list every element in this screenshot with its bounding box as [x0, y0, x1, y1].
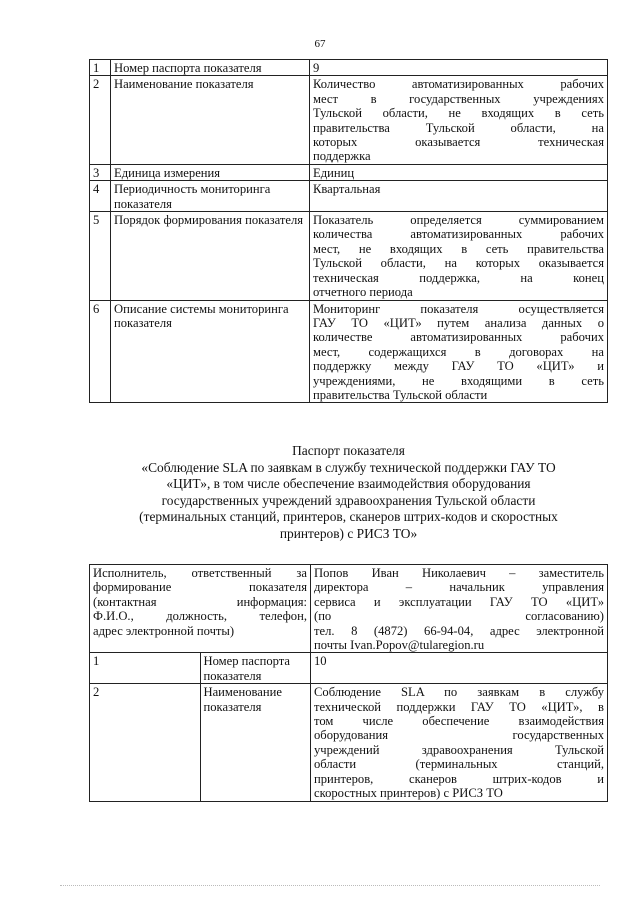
row-number: 2	[90, 684, 201, 801]
text-line: сервиса и эксплуатации ГАУ ТО «ЦИТ»	[314, 594, 604, 609]
text-line: директора – начальник управления	[314, 580, 604, 595]
row-label: Наименование показателя	[200, 684, 311, 801]
table-row	[90, 76, 608, 164]
text-line: скоростных принтеров) с РИСЗ ТО	[314, 786, 503, 801]
text-line: Тульской области, не входящих в сеть	[313, 106, 604, 121]
row-number: 1	[90, 653, 201, 684]
text-line: том числе обеспечение взаимодействия	[314, 714, 604, 729]
text-line: 9	[313, 61, 320, 75]
text-line: которых оказывается техническая	[313, 135, 604, 150]
text-line: ГАУ ТО «ЦИТ» путем анализа данных о	[313, 315, 604, 330]
text-line: принтеров, сканеров штрих-кодов и	[314, 771, 604, 786]
text-line: поддержку между ГАУ ТО «ЦИТ» и	[313, 359, 604, 374]
page-bottom-edge	[60, 885, 600, 887]
row-number: 2	[90, 76, 111, 164]
text-line: Единиц	[313, 165, 355, 180]
text-line: Попов Иван Николаевич – заместитель	[314, 566, 604, 580]
text-line: области (терминальных станций,	[314, 757, 604, 772]
text-line: адрес электронной почты)	[93, 623, 235, 638]
row-number: 5	[90, 212, 111, 300]
text-line: поддержка	[313, 149, 371, 164]
row-value	[310, 212, 608, 300]
text-line: Мониторинг показателя осуществляется	[313, 301, 604, 316]
row-number: 4	[90, 181, 111, 212]
row-value	[311, 653, 608, 684]
section-title-line: «Соблюдение SLA по заявкам в службу технической поддержки ГАУ ТО	[141, 459, 556, 475]
page-number: 67	[314, 38, 326, 50]
text-line: мест, содержащихся в договорах на	[313, 344, 604, 359]
table-row	[90, 60, 608, 76]
text-line: мест в государственных учреждениях	[313, 91, 604, 106]
section-title-line: государственных учреждений здравоохранения Тульской области	[161, 492, 536, 508]
text-line: (контактная информация:	[93, 594, 307, 609]
table-row	[90, 300, 608, 403]
row-number: 1	[90, 60, 111, 76]
executor-value	[311, 565, 608, 653]
row-label: Номер паспорта показателя	[200, 653, 311, 684]
text-line: оборудования государственных	[314, 728, 604, 743]
text-line: мест, не входящих в сеть правительства	[313, 241, 604, 256]
section-title	[89, 443, 608, 543]
text-line: Ф.И.О., должность, телефон,	[93, 609, 307, 624]
text-line: Исполнитель, ответственный за	[93, 566, 307, 580]
table-row	[90, 684, 608, 801]
text-line: правительства Тульской области, на	[313, 120, 604, 135]
table-row	[90, 181, 608, 212]
text-line: Показатель определяется суммированием	[313, 213, 604, 228]
section-title-line: Паспорт показателя	[292, 443, 405, 458]
text-line: Количество автоматизированных рабочих	[313, 77, 604, 92]
text-line: почты Ivan.Popov@tularegion.ru	[314, 638, 485, 653]
table-row	[90, 653, 608, 684]
section-title-line: «ЦИТ», в том числе обеспечение взаимодействия оборудования	[166, 476, 531, 492]
row-label: Описание системы мониторинга показателя	[111, 300, 310, 403]
text-line: технической поддержки ГАУ ТО «ЦИТ», в	[314, 699, 604, 714]
text-line: отчетного периода	[313, 285, 413, 300]
text-line: Соблюдение SLA по заявкам в службу	[314, 685, 604, 700]
row-value	[311, 684, 608, 801]
row-label: Порядок формирования показателя	[111, 212, 310, 300]
row-label: Единица измерения	[111, 164, 310, 180]
text-line: правительства Тульской области	[313, 387, 488, 402]
row-value	[310, 76, 608, 164]
text-line: учреждениями, не входящими в сеть	[313, 373, 604, 388]
executor-row	[90, 565, 608, 653]
indicator-passport-table-10	[89, 564, 608, 802]
row-value	[310, 300, 608, 403]
table-row	[90, 164, 608, 180]
indicator-passport-table-9	[89, 59, 608, 403]
text-line: (по согласованию)	[314, 609, 604, 624]
row-label: Наименование показателя	[111, 76, 310, 164]
row-label: Периодичность мониторинга показателя	[111, 181, 310, 212]
row-label: Номер паспорта показателя	[111, 60, 310, 76]
row-number: 3	[90, 164, 111, 180]
section-title-line: (терминальных станций, принтеров, сканеров штрих-кодов и скоростных	[139, 509, 558, 525]
text-line: учреждений здравоохранения Тульской	[314, 742, 604, 757]
text-line: Квартальная	[313, 182, 381, 197]
text-line: тел. 8 (4872) 66-94-04, адрес электронной	[314, 623, 604, 638]
section-title-line: принтеров) с РИСЗ ТО»	[279, 525, 418, 541]
text-line: количестве автоматизированных рабочих	[313, 330, 604, 345]
text-line: 10	[314, 654, 327, 669]
row-value	[310, 164, 608, 180]
text-line: техническая поддержка, на конец	[313, 270, 604, 285]
executor-label	[90, 565, 311, 653]
text-line: Тульской области, на которых оказывается	[313, 256, 604, 271]
row-number: 6	[90, 300, 111, 403]
row-value	[310, 181, 608, 212]
table-row	[90, 212, 608, 300]
row-value	[310, 60, 608, 76]
text-line: формирование показателя	[93, 580, 307, 595]
text-line: количества автоматизированных рабочих	[313, 227, 604, 242]
